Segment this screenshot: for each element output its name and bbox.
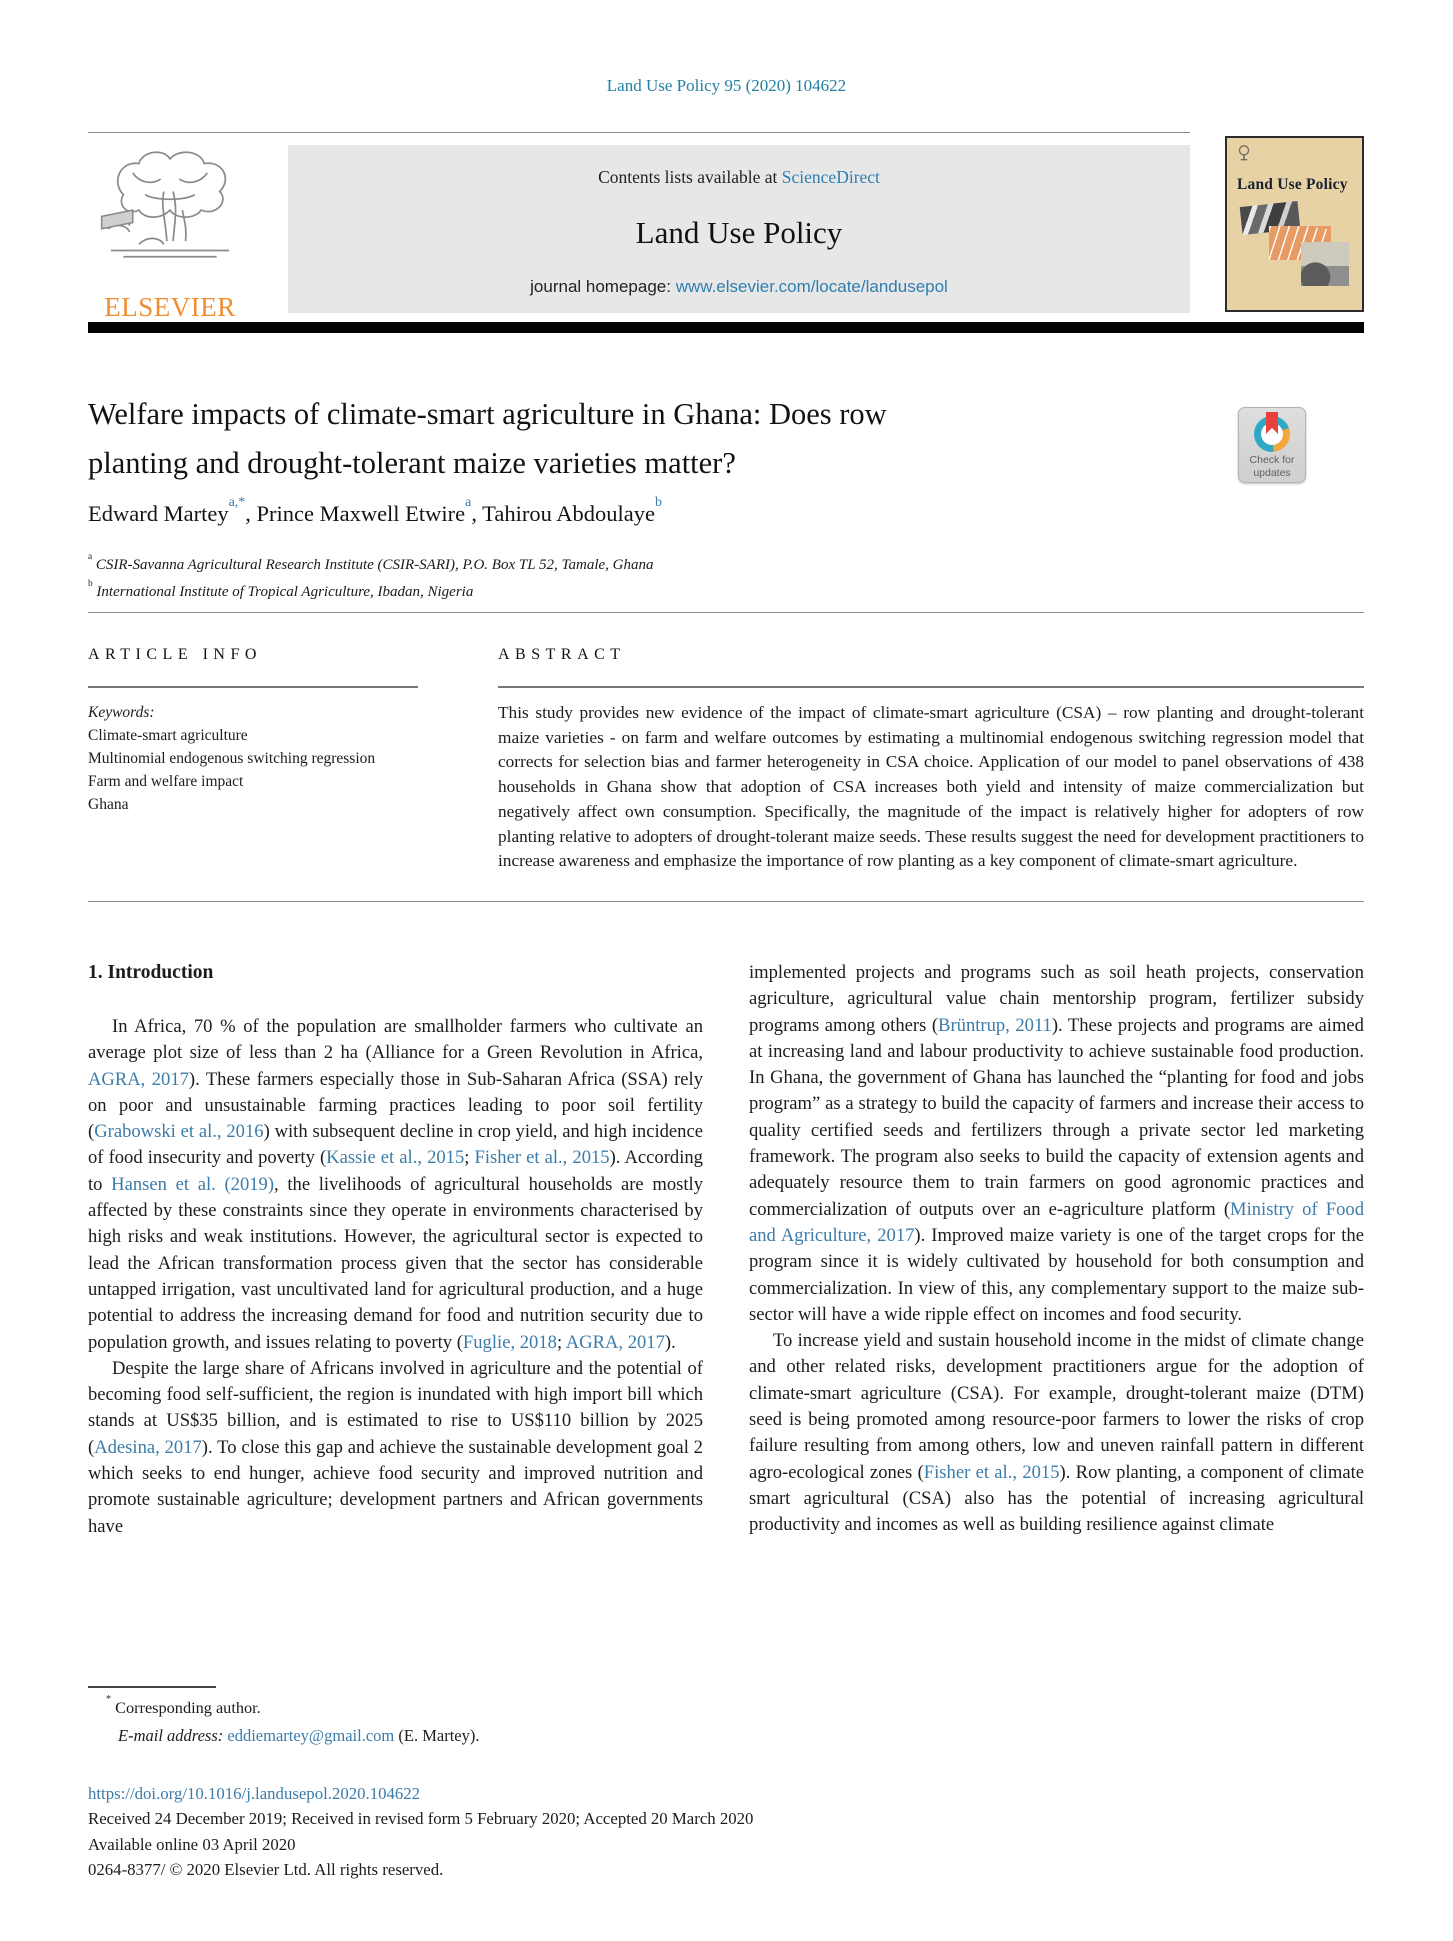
text-segment: ). bbox=[664, 1331, 676, 1353]
email-line bbox=[88, 1726, 788, 1746]
homepage-link[interactable]: www.elsevier.com/locate/landusepol bbox=[675, 277, 948, 296]
citation-link[interactable]: a,* bbox=[228, 495, 246, 511]
text-segment: ; bbox=[556, 1331, 566, 1353]
text-segment: * bbox=[106, 1694, 112, 1706]
body-paragraph bbox=[749, 1328, 1364, 1538]
citation-link[interactable]: Hansen et al. (2019) bbox=[111, 1173, 275, 1195]
check-updates-badge[interactable] bbox=[1238, 407, 1306, 483]
doi-link[interactable]: https://doi.org/10.1016/j.landusepol.2020.104622 bbox=[88, 1784, 421, 1803]
cover-elsevier-mark-icon bbox=[1237, 145, 1251, 161]
citation-link[interactable]: Ministry of Food and Agriculture, 2017 bbox=[749, 1198, 1364, 1246]
citation-link[interactable]: AGRA, 2017 bbox=[565, 1331, 665, 1353]
abstract-text: This study provides new evidence of the impact of climate-smart agriculture (CSA) – row planting and drought-tolerant maize varieties - on farm and welfare outcomes by estimating a multinomial endogenous switching regression model that corrects for selection bias and farmer heterogeneity in CSA choice. Application of our model to panel observations of 438 households in Ghana show that adoption of CSA increases both yield and intensity of maize commercialization but negatively affect own consumption. Specifically, the magnitude of the impact is relatively higher for adopters of row planting relative to adopters of drought-tolerant maize seeds. These results suggest the need for development practitioners to increase awareness and emphasize the importance of row planting as a key component of climate-smart agriculture. bbox=[498, 703, 1364, 871]
cover-title: Land Use Policy bbox=[1237, 176, 1348, 193]
introduction-section bbox=[88, 960, 1364, 1540]
divider bbox=[498, 686, 1364, 688]
text-segment: ; bbox=[464, 1147, 475, 1169]
body-paragraph bbox=[749, 960, 1364, 1328]
footnote-rule bbox=[88, 1686, 216, 1688]
text-segment: , Prince Maxwell Etwire bbox=[245, 501, 466, 526]
citation-link[interactable]: Fisher et al., 2015 bbox=[923, 1461, 1060, 1483]
section-heading-introduction: 1. Introduction bbox=[88, 962, 214, 983]
divider bbox=[88, 901, 1364, 902]
keyword-item: Climate-smart agriculture bbox=[88, 727, 248, 744]
keyword-item: Farm and welfare impact bbox=[88, 773, 244, 790]
right-column bbox=[749, 960, 1364, 1540]
text-segment: Corresponding author. bbox=[111, 1698, 261, 1717]
text-segment: (E. Martey). bbox=[394, 1726, 480, 1745]
text-segment: Despite the large share of Africans involved in agriculture and the potential of becoming food self-sufficient, the region is inundated with high import bill which stands at US$35 billion, and is estimated to rise to US$110 billion by 2025 ( bbox=[88, 1357, 703, 1458]
affiliations bbox=[88, 552, 1188, 606]
contents-prefix: Contents lists available at bbox=[598, 167, 782, 187]
text-segment: In Africa, 70 % of the population are smallholder farmers who cultivate an average plot size of less than 2 ha (Alliance for a Green Revolution in Africa, bbox=[88, 1016, 703, 1064]
received-dates: Received 24 December 2019; Received in revised form 5 February 2020; Accepted 20 March 2020 bbox=[88, 1809, 754, 1829]
text-segment: , the livelihoods of agricultural households are mostly affected by these constraints since they operate in environments characterised by high risks and weak institutions. However, the agricultural sector is expected to lead the African transformation process given that the sector has considerable untapped irrigation, vast uncultivated land for agricultural production, and a huge potential to address the increasing demand for food and nutrition security due to population growth, and issues relating to poverty ( bbox=[88, 1173, 703, 1353]
left-column bbox=[88, 960, 703, 1540]
badge-line1: Check for bbox=[1249, 454, 1295, 466]
copyright-line: 0264-8377/ © 2020 Elsevier Ltd. All rights reserved. bbox=[88, 1860, 444, 1880]
article-info-heading: ARTICLE INFO bbox=[88, 646, 262, 663]
journal-masthead bbox=[288, 145, 1190, 313]
divider bbox=[88, 612, 1364, 613]
text-segment: ). To close this gap and achieve the sustainable development goal 2 which seeks to end hunger, achieve food security and improved nutrition and promote sustainable agriculture; development partners and African governments have bbox=[88, 1436, 703, 1537]
body-paragraph bbox=[88, 1014, 703, 1356]
text-segment: ). According to bbox=[88, 1147, 703, 1195]
journal-cover[interactable] bbox=[1225, 136, 1364, 312]
email-link[interactable]: eddiemartey@gmail.com bbox=[227, 1726, 395, 1745]
body-paragraph bbox=[88, 1356, 703, 1540]
publisher-name: ELSEVIER bbox=[104, 292, 236, 322]
text-segment: International Institute of Tropical Agriculture, Ibadan, Nigeria bbox=[92, 584, 474, 600]
text-segment: b bbox=[88, 578, 93, 589]
homepage-prefix: journal homepage: bbox=[530, 277, 676, 296]
divider bbox=[88, 132, 1190, 133]
text-segment: ). Improved maize variety is one of the target crops for the program since it is widely cultivated by household for both consumption and commercialization. In view of this, any complementary support to the maize sub-sector will have a wide ripple effect on incomes and food security. bbox=[749, 1224, 1364, 1325]
text-segment: ). Row planting, a component of climate smart agricultural (CSA) also has the potential of increasing agricultural productivity and incomes as well as building resilience against climate bbox=[749, 1461, 1364, 1536]
citation-link[interactable]: Brüntrup, 2011 bbox=[938, 1014, 1052, 1036]
citation-link[interactable]: Fuglie, 2018 bbox=[462, 1331, 557, 1353]
journal-citation: Land Use Policy 95 (2020) 104622 bbox=[606, 76, 847, 95]
citation-link[interactable]: Fisher et al., 2015 bbox=[474, 1147, 610, 1169]
text-segment: Edward Martey bbox=[88, 501, 229, 526]
text-segment: CSIR-Savanna Agricultural Research Institute (CSIR-SARI), P.O. Box TL 52, Tamale, Ghana bbox=[92, 557, 654, 573]
text-segment: ) with subsequent decline in crop yield, and high incidence of food insecurity and poverty ( bbox=[88, 1121, 703, 1169]
keywords-block bbox=[88, 701, 448, 816]
journal-name: Land Use Policy bbox=[635, 214, 843, 250]
text-segment: implemented projects and programs such as soil heath projects, conservation agriculture, agricultural value chain mentorship program, fertilizer subsidy programs among others ( bbox=[749, 962, 1364, 1036]
author-line bbox=[88, 495, 1188, 527]
abstract-heading: ABSTRACT bbox=[498, 646, 626, 663]
homepage-line bbox=[530, 277, 948, 297]
sciencedirect-link[interactable]: ScienceDirect bbox=[781, 167, 880, 187]
text-segment: , Tahirou Abdoulaye bbox=[471, 501, 655, 526]
text-segment: ). These projects and programs are aimed at increasing land and labour productivity to achieve sustainable food production. In Ghana, the government of Ghana has launched the “planting for food and jobs program” as a strategy to build the capacity of farmers and increase their access to quality certified seeds and fertilizers through a private sector led marketing framework. The program also seeks to build the capacity of extension agents and adequately resource them to train farmers on good agronomic practices and commercialization of outputs over an e-agriculture platform ( bbox=[749, 1014, 1364, 1220]
page-title: Welfare impacts of climate-smart agriculture in Ghana: Does row planting and drought-tolerant maize varieties matter? bbox=[88, 397, 887, 480]
text-segment: To increase yield and sustain household income in the midst of climate change and other related risks, development practitioners argue for the adoption of climate-smart agriculture (CSA). For example, drought-tolerant maize (DTM) seed is being promoted among resource-poor farmers to lower the risks of crop failure resulting from among others, low and uneven rainfall pattern in different agro-ecological zones ( bbox=[749, 1330, 1364, 1483]
check-updates-label bbox=[1239, 454, 1305, 479]
keyword-item: Multinomial endogenous switching regression bbox=[88, 750, 376, 767]
available-online: Available online 03 April 2020 bbox=[88, 1834, 296, 1854]
contents-line bbox=[598, 167, 880, 188]
cover-landscape-image bbox=[1301, 242, 1349, 286]
corresponding-author-note bbox=[88, 1694, 788, 1718]
elsevier-tree-logo-icon bbox=[92, 148, 248, 294]
text-segment: E-mail address: bbox=[118, 1726, 228, 1745]
affiliation-b bbox=[88, 579, 1188, 606]
affiliation-a bbox=[88, 552, 1188, 579]
citation-link[interactable]: Kassie et al., 2015 bbox=[326, 1147, 465, 1169]
citation-link[interactable]: Grabowski et al., 2016 bbox=[94, 1121, 264, 1143]
keywords-label: Keywords: bbox=[88, 704, 155, 721]
citation-link[interactable]: b bbox=[654, 495, 662, 511]
divider bbox=[88, 686, 418, 688]
article-footer bbox=[88, 1781, 1368, 1883]
keyword-item: Ghana bbox=[88, 796, 129, 813]
badge-line2: updates bbox=[1253, 466, 1291, 479]
citation-link[interactable]: AGRA, 2017 bbox=[88, 1068, 189, 1090]
citation-link[interactable]: Adesina, 2017 bbox=[94, 1436, 202, 1458]
text-segment: ). These farmers especially those in Sub-Saharan Africa (SSA) rely on poor and unsustainable farming practices leading to poor soil fertility ( bbox=[88, 1068, 704, 1143]
citation-link[interactable]: a bbox=[465, 495, 472, 511]
header-rule bbox=[88, 322, 1364, 333]
text-segment: a bbox=[88, 551, 93, 562]
